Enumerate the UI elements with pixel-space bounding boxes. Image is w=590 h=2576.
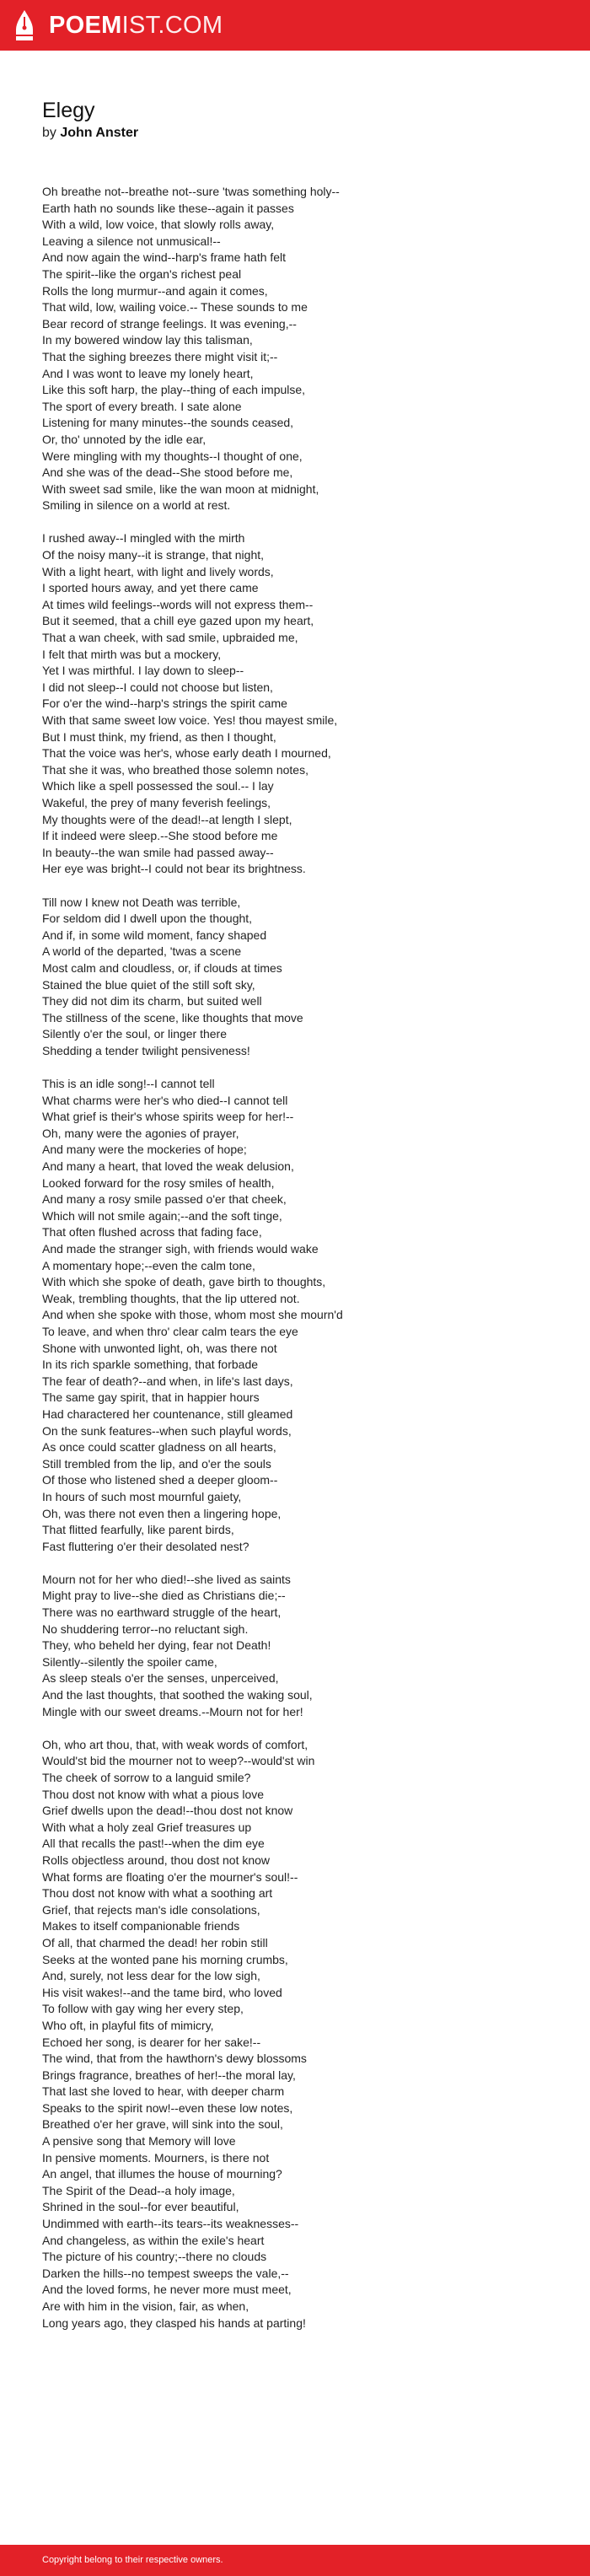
poem-line: Listening for many minutes--the sounds ceased, xyxy=(42,416,294,430)
poem-line: Are with him in the vision, fair, as when, xyxy=(42,2299,249,2313)
poem-line: Smiling in silence on a world at rest. xyxy=(42,498,231,513)
poem-line: And many a heart, that loved the weak delusion, xyxy=(42,1159,294,1174)
poem-line: That flitted fearfully, like parent birds, xyxy=(42,1523,234,1537)
poem-line: Of the noisy many--it is strange, that night, xyxy=(42,548,265,562)
poem-line: And made the stranger sigh, with friends would wake xyxy=(42,1242,319,1256)
poem-line: For seldom did I dwell upon the thought, xyxy=(42,912,253,926)
poem-line: In my bowered window lay this talisman, xyxy=(42,333,253,347)
poem-line: Like this soft harp, the play--thing of each impulse, xyxy=(42,383,306,397)
poem-line: But I must think, my friend, as then I thought, xyxy=(42,729,276,744)
poem-line: Echoed her song, is dearer for her sake!-- xyxy=(42,2035,261,2049)
stanza xyxy=(42,530,565,877)
poem-line: On the sunk features--when such playful words, xyxy=(42,1423,292,1438)
stanza xyxy=(42,1076,565,1555)
poem-line: What grief is their's whose spirits weep for her!-- xyxy=(42,1110,294,1124)
poem-line: Bear record of strange feelings. It was evening,-- xyxy=(42,316,297,331)
poem-line: Brings fragrance, breathes of her!--the moral lay, xyxy=(42,2068,296,2082)
poem-line: What forms are floating o'er the mourner's soul!-- xyxy=(42,1869,298,1884)
poem-line: And I was wont to leave my lonely heart, xyxy=(42,366,254,380)
poem-line: My thoughts were of the dead!--at length I slept, xyxy=(42,812,292,826)
poem-line: For o'er the wind--harp's strings the spirit came xyxy=(42,696,287,711)
poem-line: That a wan cheek, with sad smile, upbraided me, xyxy=(42,631,298,645)
poem-line: In pensive moments. Mourners, is there not xyxy=(42,2150,270,2165)
poem-line: But it seemed, that a chill eye gazed upon my heart, xyxy=(42,614,314,628)
poem-line: And she was of the dead--She stood before me, xyxy=(42,465,293,480)
stanza xyxy=(42,895,565,1060)
poem-line: Shone with unwonted light, oh, was there not xyxy=(42,1341,277,1355)
byline-prefix: by xyxy=(42,126,56,140)
poem-line: The picture of his country;--there no clouds xyxy=(42,2250,267,2264)
site-header xyxy=(0,0,590,51)
poem-body xyxy=(42,184,565,2348)
poem-line: I sported hours away, and yet there came xyxy=(42,581,259,595)
poem-line: And many a rosy smile passed o'er that cheek, xyxy=(42,1192,287,1207)
poem-line: And changeless, as within the exile's heart xyxy=(42,2233,265,2247)
poem-line: Makes to itself companionable friends xyxy=(42,1919,240,1933)
poem-line: The spirit--like the organ's richest peal xyxy=(42,266,242,281)
poem-line: Would'st bid the mourner not to weep?--would'st win xyxy=(42,1754,315,1768)
copyright-notice: Copyright belong to their respective owners. xyxy=(42,2555,223,2565)
poem-line: Looked forward for the rosy smiles of health, xyxy=(42,1175,275,1190)
poem-line: Her eye was bright--I could not bear its brightness. xyxy=(42,862,306,876)
poem-line: With a wild, low voice, that slowly rolls away, xyxy=(42,218,275,232)
poem-line: That often flushed across that fading face, xyxy=(42,1225,262,1240)
poem-line: Silently--silently the spoiler came, xyxy=(42,1654,217,1669)
poem-line: Long years ago, they clasped his hands at parting! xyxy=(42,2315,306,2330)
poem-line: Weak, trembling thoughts, that the lip uttered not. xyxy=(42,1291,300,1305)
poem-line: Seeks at the wonted pane his morning crumbs, xyxy=(42,1952,288,1966)
poem-line: Had charactered her countenance, still gleamed xyxy=(42,1406,293,1421)
poem-line: Most calm and cloudless, or, if clouds at times xyxy=(42,960,282,975)
poem-line: With which she spoke of death, gave birth to thoughts, xyxy=(42,1275,326,1289)
author-link[interactable]: John Anster xyxy=(60,126,139,140)
poem-line: At times wild feelings--words will not express them-- xyxy=(42,597,314,611)
poem-line: And the last thoughts, that soothed the waking soul, xyxy=(42,1688,313,1702)
poem-line: The Spirit of the Dead--a holy image, xyxy=(42,2183,235,2197)
poem-line: Which like a spell possessed the soul.-- I lay xyxy=(42,779,274,793)
poem-line: Grief dwells upon the dead!--thou dost not know xyxy=(42,1804,293,1818)
poem-line: Oh, who art thou, that, with weak words of comfort, xyxy=(42,1737,308,1751)
stanza xyxy=(42,1572,565,1720)
poem-line: The same gay spirit, that in happier hours xyxy=(42,1390,260,1405)
poem-line: Stained the blue quiet of the still soft sky, xyxy=(42,977,255,992)
stanza xyxy=(42,184,565,514)
poem-line: To follow with gay wing her every step, xyxy=(42,2002,244,2016)
poem-line: With that same sweet low voice. Yes! thou mayest smile, xyxy=(42,713,338,727)
poem-line: As sleep steals o'er the senses, unperceived, xyxy=(42,1671,279,1686)
poem-line: Thou dost not know with what a pious love xyxy=(42,1787,265,1801)
poem-line: I rushed away--I mingled with the mirth xyxy=(42,531,245,546)
stanza xyxy=(42,1737,565,2331)
poem-line: This is an idle song!--I cannot tell xyxy=(42,1077,215,1091)
poem-line: I did not sleep--I could not choose but listen, xyxy=(42,680,273,694)
poem-line: In beauty--the wan smile had passed away-- xyxy=(42,845,274,859)
poem-line: With what a holy zeal Grief treasures up xyxy=(42,1820,252,1834)
poem-line: That the sighing breezes there might visit it;-- xyxy=(42,349,278,363)
poem-line: That the voice was her's, whose early death I mourned, xyxy=(42,746,331,761)
logo-light-text: IST.COM xyxy=(121,12,223,39)
poem-line: That wild, low, wailing voice.-- These sounds to me xyxy=(42,300,308,315)
poem-line: And if, in some wild moment, fancy shaped xyxy=(42,928,267,942)
poem-line: In hours of such most mournful gaiety, xyxy=(42,1489,242,1503)
poem-line: And the loved forms, he never more must meet, xyxy=(42,2283,292,2297)
poem-line: The fear of death?--and when, in life's last days, xyxy=(42,1374,293,1388)
poem-line: Mingle with our sweet dreams.--Mourn not for her! xyxy=(42,1704,303,1718)
logo-bold-text: POEM xyxy=(49,12,122,39)
poem-line: Shedding a tender twilight pensiveness! xyxy=(42,1043,250,1057)
poem-line: Might pray to live--she died as Christians die;-- xyxy=(42,1589,286,1603)
poem-line: As once could scatter gladness on all hearts, xyxy=(42,1440,276,1455)
poem-line: Of all, that charmed the dead! her robin still xyxy=(42,1935,268,1949)
poem-line: Oh breathe not--breathe not--sure 'twas something holy-- xyxy=(42,185,340,198)
poem-line: The sport of every breath. I sate alone xyxy=(42,399,242,413)
poem-line: An angel, that illumes the house of mourning? xyxy=(42,2167,282,2181)
poem-line: Oh, many were the agonies of prayer, xyxy=(42,1126,239,1140)
poem-line: Wakeful, the prey of many feverish feelings, xyxy=(42,795,271,809)
poem-title: Elegy xyxy=(42,99,95,122)
pen-nib-icon[interactable] xyxy=(12,9,37,41)
poem-line: His visit wakes!--and the tame bird, who loved xyxy=(42,1985,282,1999)
poem-line: And now again the wind--harp's frame hath felt xyxy=(42,250,287,265)
poem-line: They, who beheld her dying, fear not Death! xyxy=(42,1638,271,1653)
poem-line: Who oft, in playful fits of mimicry, xyxy=(42,2018,214,2032)
poem-line: Thou dost not know with what a soothing art xyxy=(42,1886,273,1901)
poem-line: A world of the departed, 'twas a scene xyxy=(42,944,242,959)
poem-line: Of those who listened shed a deeper gloom-- xyxy=(42,1473,278,1487)
poem-line: Yet I was mirthful. I lay down to sleep-- xyxy=(42,664,244,678)
poem-line: Rolls objectless around, thou dost not know xyxy=(42,1853,271,1867)
poem-line: I felt that mirth was but a mockery, xyxy=(42,647,222,661)
poem-line: Till now I knew not Death was terrible, xyxy=(42,895,241,909)
poem-line: The stillness of the scene, like thoughts that move xyxy=(42,1010,303,1024)
site-footer xyxy=(0,2545,590,2576)
poem-line: That last she loved to hear, with deeper charm xyxy=(42,2084,285,2099)
poem-line: Earth hath no sounds like these--again it passes xyxy=(42,201,294,215)
byline xyxy=(42,125,138,142)
poem-line: A pensive song that Memory will love xyxy=(42,2134,236,2148)
poem-line: All that recalls the past!--when the dim eye xyxy=(42,1837,265,1851)
poem-line: Oh, was there not even then a lingering hope, xyxy=(42,1506,282,1520)
poem-line: Breathed o'er her grave, will sink into the soul, xyxy=(42,2117,283,2132)
poem-line: Still trembled from the lip, and o'er the souls xyxy=(42,1456,271,1471)
poem-line: Fast fluttering o'er their desolated nest? xyxy=(42,1539,249,1553)
poem-line: Speaks to the spirit now!--even these low notes, xyxy=(42,2100,293,2115)
poem-line: Or, tho' unnoted by the idle ear, xyxy=(42,432,206,446)
poem-line: Shrined in the soul--for ever beautiful, xyxy=(42,2200,239,2214)
poem-line: Which will not smile again;--and the soft tinge, xyxy=(42,1208,282,1223)
poem-line: Were mingling with my thoughts--I thought of one, xyxy=(42,449,303,463)
poem-line: And many were the mockeries of hope; xyxy=(42,1143,247,1157)
poem-line: Rolls the long murmur--and again it comes, xyxy=(42,283,268,298)
poem-heading xyxy=(42,98,138,142)
poem-line: The wind, that from the hawthorn's dewy blossoms xyxy=(42,2052,307,2066)
poem-line: In its rich sparkle something, that forbade xyxy=(42,1358,259,1372)
poem-line: Silently o'er the soul, or linger there xyxy=(42,1027,228,1041)
poem-line: Undimmed with earth--its tears--its weaknesses-- xyxy=(42,2217,299,2231)
poem-line: There was no earthward struggle of the heart, xyxy=(42,1605,282,1620)
poem-line: And when she spoke with those, whom most she mourn'd xyxy=(42,1308,343,1322)
poem-line: A momentary hope;--even the calm tone, xyxy=(42,1258,255,1272)
poem-line: What charms were her's who died--I cannot tell xyxy=(42,1093,288,1107)
site-logo[interactable] xyxy=(49,11,223,40)
poem-line: To leave, and when thro' clear calm tears the eye xyxy=(42,1324,298,1338)
poem-line: If it indeed were sleep.--She stood before me xyxy=(42,829,278,843)
poem-line: With sweet sad smile, like the wan moon at midnight, xyxy=(42,481,319,496)
poem-line: Grief, that rejects man's idle consolations, xyxy=(42,1902,260,1917)
poem-line: And, surely, not less dear for the low sigh, xyxy=(42,1969,260,1983)
poem-line: Darken the hills--no tempest sweeps the vale,-- xyxy=(42,2266,289,2280)
poem-line: Leaving a silence not unmusical!-- xyxy=(42,234,221,248)
poem-line: That she it was, who breathed those solemn notes, xyxy=(42,762,308,777)
poem-line: They did not dim its charm, but suited well xyxy=(42,994,262,1008)
poem-line: Mourn not for her who died!--she lived as saints xyxy=(42,1572,291,1586)
poem-line: The cheek of sorrow to a languid smile? xyxy=(42,1771,251,1784)
poem-line: No shuddering terror--no reluctant sigh. xyxy=(42,1621,249,1636)
poem-line: With a light heart, with light and lively words, xyxy=(42,564,274,578)
